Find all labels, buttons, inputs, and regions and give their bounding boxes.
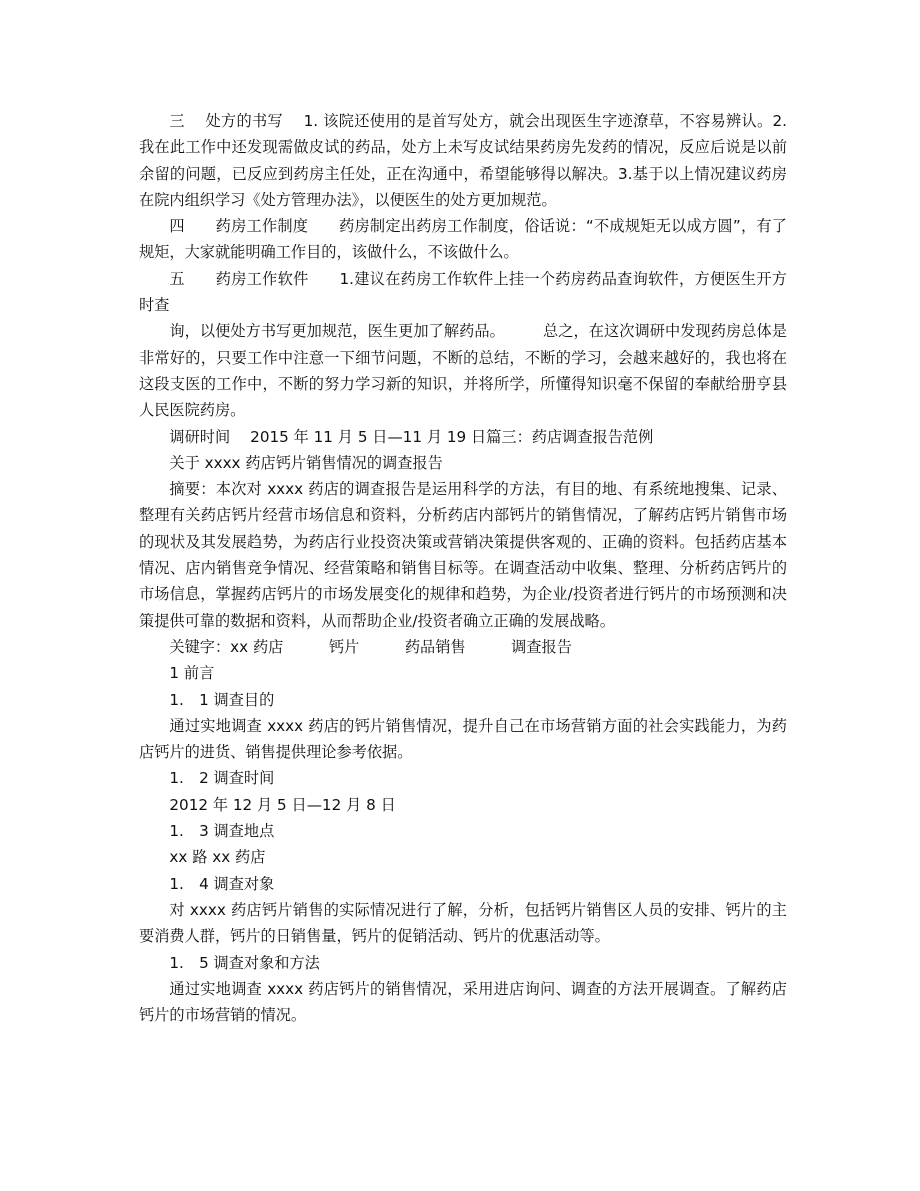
paragraph-pharmacy-rules: 四 药房工作制度 药房制定出药房工作制度，俗话说：“不成规矩无以成方圆”，有了规矩，大家就能明确工作目的，该做什么，不该做什么。	[139, 217, 787, 262]
section-heading-time: 1. 2 调查时间	[169, 769, 275, 788]
paragraph-prescription-writing: 三 处方的书写 1. 该院还使用的是首写处方，就会出现医生字迹潦草，不容易辨认。2.我在此工作中还发现需做皮试的药品，处方上未写皮试结果药房先发药的情况，反应后说是以前余留的问题，已反应到药房主任处，正在沟通中，希望能够得以解决。3.基于以上情况建议药房在院内组织学习《处方管理办法》，以便医生的处方更加规范。	[139, 112, 787, 209]
section-heading-purpose: 1. 1 调查目的	[169, 690, 275, 709]
paragraph-summary: 询，以便处方书写更加规范，医生更加了解药品。 总之，在这次调研中发现药房总体是非常好的，只要工作中注意一下细节问题，不断的总结，不断的学习，会越来越好的，我也将在这段支医的工作中，不断的努力学习新的知识，并将所学，所懂得知识毫不保留的奉献给册亨县人民医院药房。	[139, 322, 787, 420]
section-heading-object: 1. 4 调查对象	[169, 874, 275, 893]
paragraph-keywords: 关键字：xx 药店 钙片 药品销售 调查报告	[169, 637, 572, 656]
report-title: 关于 xxxx 药店钙片销售情况的调查报告	[169, 453, 443, 472]
paragraph-method: 通过实地调查 xxxx 药店钙片的销售情况，采用进店询问、调查的方法开展调查。了解药店钙片的市场营销的情况。	[139, 979, 787, 1025]
paragraph-abstract: 摘要：本次对 xxxx 药店的调查报告是运用科学的方法，有目的地、有系统地搜集、记录、整理有关药店钙片经营市场信息和资料，分析药店内部钙片的销售情况，了解药店钙片销售市场的现状及其发展趋势，为药店行业投资决策或营销决策提供客观的、正确的资料。包括药店基本情况、店内销售竞争情况、经营策略和销售目标等。在调查活动中收集、整理、分析药店钙片的市场信息，掌握药店钙片的市场发展变化的规律和趋势，为企业/投资者进行钙片的市场预测和决策提供可靠的数据和资料，从而帮助企业/投资者确立正确的发展战略。	[139, 480, 787, 630]
paragraph-pharmacy-software: 五 药房工作软件 1.建议在药房工作软件上挂一个药房药品查询软件，方便医生开方时查	[139, 269, 787, 315]
section-heading-preface: 1 前言	[169, 664, 215, 683]
paragraph-research-time: 调研时间 2015 年 11 月 5 日—11 月 19 日篇三：药店调查报告范例	[169, 427, 654, 446]
paragraph-location: xx 路 xx 药店	[169, 848, 266, 867]
paragraph-time: 2012 年 12 月 5 日—12 月 8 日	[169, 795, 396, 814]
section-heading-method: 1. 5 调查对象和方法	[169, 953, 320, 972]
section-heading-location: 1. 3 调查地点	[169, 822, 275, 841]
document-body	[139, 108, 787, 1028]
paragraph-purpose: 通过实地调查 xxxx 药店的钙片销售情况，提升自己在市场营销方面的社会实践能力，为药店钙片的进货、销售提供理论参考依据。	[139, 716, 787, 762]
paragraph-object: 对 xxxx 药店钙片销售的实际情况进行了解，分析，包括钙片销售区人员的安排、钙片的主要消费人群，钙片的日销售量，钙片的促销活动、钙片的优惠活动等。	[139, 900, 787, 946]
